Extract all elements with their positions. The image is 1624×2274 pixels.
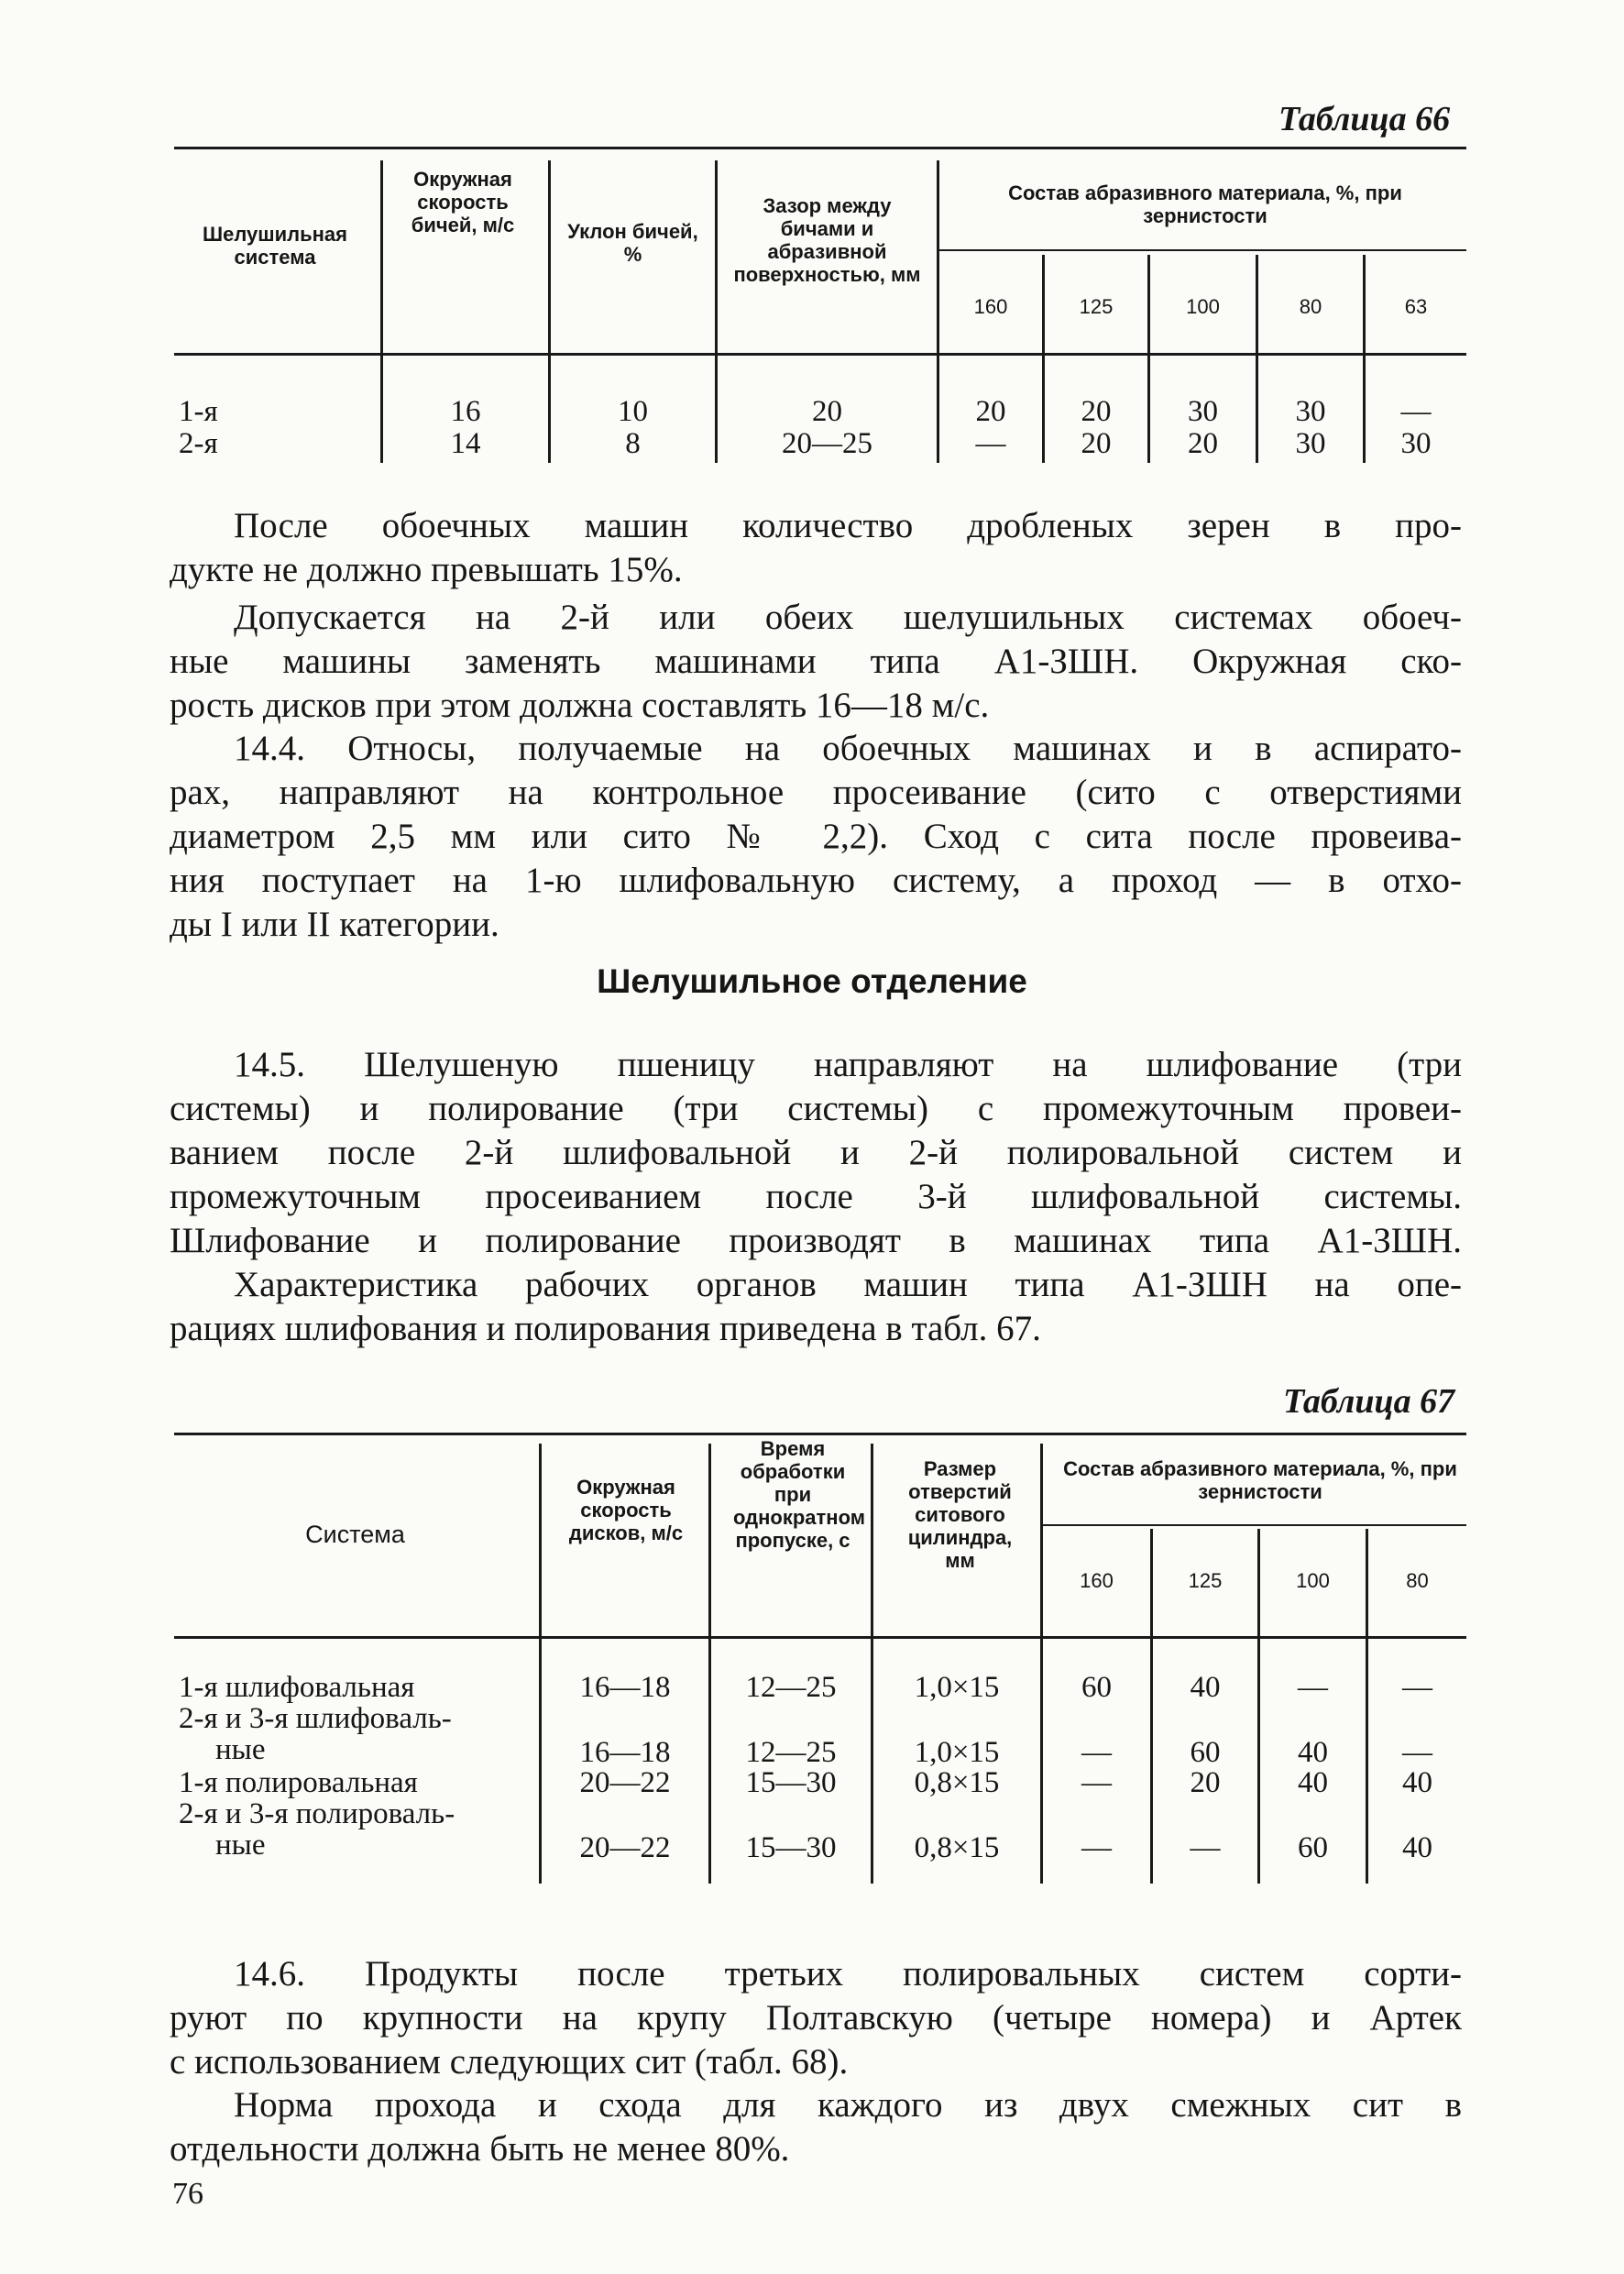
table-67-caption: Таблица 67 bbox=[1283, 1382, 1455, 1421]
t66-grain-100: 100 bbox=[1186, 295, 1220, 318]
t66-grain-160: 160 bbox=[973, 295, 1008, 318]
t67-grain-160: 160 bbox=[1080, 1569, 1114, 1592]
paragraph-14-5: 14.5. Шелушеную пшеницу направляют на шлифование (три системы) и полирование (три системы) с промежуточным провеи- ванием после 2-й шлифовальной и 2-й полировальной систем и промежуточным просеиванием после 3-й шлифовальной системы. Шлифование и полирование производят в машинах типа А1-ЗШН. bbox=[170, 1045, 1462, 1260]
table-66-caption: Таблица 66 bbox=[1278, 100, 1451, 138]
paragraph-after-table-66: После обоечных машин количество дробленых зерен в про- дукте не должно превышать 15%. bbox=[170, 506, 1462, 589]
section-heading: Шелушильное отделение bbox=[597, 962, 1027, 1000]
t67-grain-80: 80 bbox=[1406, 1569, 1429, 1592]
t66-header-gap: Зазор между бичами и абразивной поверхностью, мм bbox=[733, 194, 921, 286]
t67-header-time: Время обработки при однократном пропуске, с bbox=[733, 1437, 866, 1552]
paragraph-14-6: 14.6. Продукты после третьих полировальных систем сорти- руют по крупности на крупу Полтавскую (четыре номера) и Артек с использованием следующих сит (табл. 68). bbox=[170, 1954, 1462, 2082]
page-number: 76 bbox=[172, 2177, 203, 2211]
t67-grain-125: 125 bbox=[1188, 1569, 1223, 1592]
t66-header-group: Состав абразивного материала, %, при зернистости bbox=[1008, 181, 1402, 227]
t67-grain-100: 100 bbox=[1296, 1569, 1330, 1592]
t67-header-group: Состав абразивного материала, %, при зернистости bbox=[1063, 1457, 1457, 1503]
t66-header-speed: Окружная скорость бичей, м/с bbox=[411, 168, 515, 236]
t66-grain-125: 125 bbox=[1079, 295, 1114, 318]
paragraph-characteristics: Характеристика рабочих органов машин типа А1-ЗШН на опе- рациях шлифования и полирования приведена в табл. 67. bbox=[170, 1265, 1462, 1348]
t66-grain-63: 63 bbox=[1404, 295, 1428, 318]
t66-grain-80: 80 bbox=[1299, 295, 1322, 318]
t66-header-slope: Уклон бичей, % bbox=[567, 220, 698, 266]
t66-header-system: Шелушильная система bbox=[203, 223, 347, 269]
paragraph-sieve-norm: Норма прохода и схода для каждого из двух смежных сит в отдельности должна быть не менее 80%. bbox=[170, 2085, 1462, 2169]
t67-header-size: Размер отверстий ситового цилиндра, мм bbox=[907, 1457, 1013, 1572]
t67-header-system: Система bbox=[305, 1521, 405, 1548]
paragraph-14-4: 14.4. Относы, получаемые на обоечных машинах и в аспирато- рах, направляют на контрольное просеивание (сито с отверстиями диаметром 2,5 мм или сито № 2,2). Сход с сита после провеива- ния поступает на 1-ю шлифовальную систему, а проход — в отхо- ды I или II категории. bbox=[170, 729, 1462, 944]
t67-header-speed: Окружная скорость дисков, м/с bbox=[568, 1476, 684, 1544]
paragraph-replace-machines: Допускается на 2-й или обеих шелушильных системах обоеч- ные машины заменять машинами типа А1-ЗШН. Окружная ско- рость дисков при этом должна составлять 16—18 м/с. bbox=[170, 598, 1462, 725]
